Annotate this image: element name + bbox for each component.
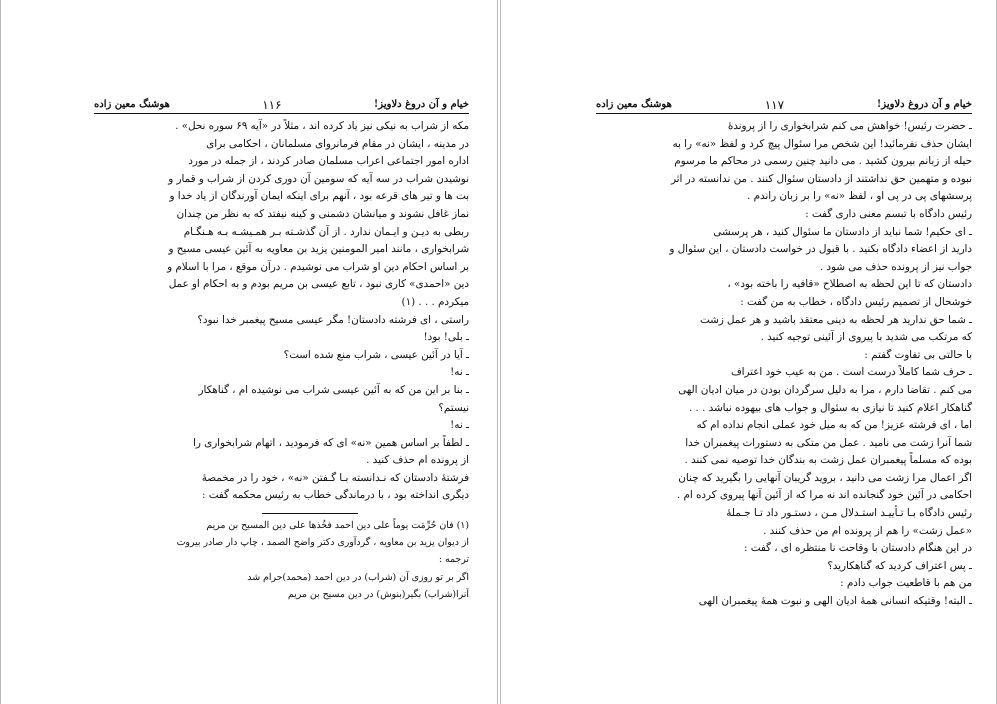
text-line: جواب نیز از پرونده حذف می شود . <box>819 260 972 273</box>
text-line: نماز غافل نشوند و میانشان دشمنی و کینه نیفتد که به نظر من چندان <box>176 207 469 220</box>
text-line: رئیس دادگاه بـا تـأییـد استـدلال مـن ، دستـور داد تـا جـملهٔ <box>726 507 972 520</box>
text-line: در مدینه ، ایشان در مقام فرمانروای مسلمانان ، احکامی برای <box>206 137 469 150</box>
text-line: میکردم . . . (۱) <box>401 295 469 308</box>
text-line: رئیس دادگاه با تبسم معنی داری گفت : <box>805 207 972 220</box>
text-line: شرابخواری ، مانند امیر المومنین یزید بن معاویه به آئین عیسی مسیح و <box>168 243 469 256</box>
footnotes <box>94 517 469 603</box>
text-line: ـ بنا بر این من که به آئین عیسی شراب می نوشیده ام ، گناهکار <box>198 383 469 396</box>
text-line: نوشیدن شراب در سه آیه که سومین آن دوری کردن از شراب و قمار و <box>168 172 469 185</box>
text-line: خوشحال از تصمیم رئیس دادگاه ، خطاب به من گفت : <box>740 295 972 308</box>
text-line: دین «احمدی» کاری نبود ، تابع عیسی بن مریم بودم و به احکام او عمل <box>168 278 469 291</box>
text-line: اداره امور اجتماعی اعراب مسلمان صادر کردند ، از جمله در مورد <box>188 155 469 168</box>
footnote-line: از دیوان یزید بن معاویه ، گردآوری دکتر واضح الصمد ، چاپ دار صادر بیروت <box>176 537 469 549</box>
page-body-text <box>596 118 972 611</box>
text-line: حیله از زبانم بیرون کشید . می دانید چنین رسمی در محاکم ما مرسوم <box>674 155 972 168</box>
footnote-line: اگر بر تو روزی آن (شراب) در دین احمد (محمد)حرام شد <box>247 571 469 583</box>
text-line: نیستم؟ <box>438 401 469 414</box>
text-line: می کنم . تقاضا دارم ، مرا به دلیل سرگردان بودن در میان ادیان الهی <box>678 383 972 396</box>
page-body-text <box>94 118 469 505</box>
text-line: بت ها و تیر های قرعه بود ، آنهم برای اینکه ایمان آورندگان از یاد خدا و <box>169 190 469 203</box>
text-line: دیگری انداخته بود ، با درماندگی خطاب به رئیس محکمه گفت : <box>201 489 469 502</box>
text-line: اگر اعمال مرا زشت می دانید ، بروید گریبان آنهایی را بگیرید که چنان <box>678 471 972 484</box>
page-117 <box>500 0 997 704</box>
text-line: دارید از اعضاء دادگاه بکنید . با قبول در خواست دادستان ، این سئوال و <box>669 243 972 256</box>
header-book-title: خیام و آن دروغ دلاویز! <box>876 98 972 110</box>
text-line: گناهکار اعلام کنید تا نیازی به سئوال و جواب های بیهوده نباشد . . . <box>689 401 972 414</box>
text-line: ـ پس اعتراف کردید که گناهکارید؟ <box>827 559 972 572</box>
text-line: ـ ای حکیم! شما نباید از دادستان ما سئوال کنید ، هر پرسشی <box>713 225 972 238</box>
text-line: ـ بلی! بود! <box>423 331 469 344</box>
text-line: ـ البته! وقتیکه انسانی همهٔ ادیان الهی و نبوت همهٔ پیغمبران الهی <box>698 595 972 608</box>
text-line: نبوده و متهمین حق نداشتند از دادستان سئوال کنند . من ندانسته در اثر <box>670 172 972 185</box>
text-line: از پرونده ام حذف کنید . <box>366 454 469 467</box>
text-line: ـ لطفاً بر اساس همین «نه» ای که فرمودید ، اتهام شرابخواری را <box>193 436 469 449</box>
header-author: هوشنگ معین زاده <box>596 98 672 110</box>
gutter-line-left <box>497 0 498 704</box>
footnote-separator <box>262 513 358 514</box>
header-book-title: خیام و آن دروغ دلاویز! <box>373 98 469 110</box>
running-header <box>94 96 469 114</box>
text-line: ـ نه! <box>450 419 469 432</box>
text-line: پرسشهای پی در پی او ، لفظ «نه» را بر زبان راندم . <box>747 190 972 203</box>
text-line: در این هنگام دادستان با وقاحت نا منتظره ای ، گفت : <box>743 542 972 555</box>
text-line: اما ، ای فرشته عزیز! من که به میل خود عملی انجام نداده ام که <box>696 419 972 432</box>
header-page-number: ۱۱۶ <box>262 97 282 112</box>
text-line: شما آنرا زشت می نامید . عمل من متکی به دستورات پیغمبران خدا <box>685 436 972 449</box>
page-116 <box>0 0 497 704</box>
text-line: راستی ، ای فرشته دادستان! مگر عیسی مسیح پیغمبر خدا نبود؟ <box>197 313 469 326</box>
header-author: هوشنگ معین زاده <box>94 98 170 110</box>
text-line: بوده که مسلماً پیغمبران عمل زشت به بندگان خدا توصیه نمی کنند . <box>684 454 972 467</box>
running-header <box>596 96 972 114</box>
text-line: که مرتکب می شدید با پیروی از آئینی توجیه کنید . <box>760 331 972 344</box>
text-line: دادستان که تا این لحظه به اصطلاح «قافیه را باخته بود» ، <box>727 278 972 291</box>
text-line: ایشان حذف نفرمائید! این شخص مرا سئوال پیچ کرد و لفظ «نه» را به <box>672 137 972 150</box>
text-line: ربطی به دیـن و ایـمان ندارد . از آن گذشـته بـر همـیشـه بـه هـنگـام <box>183 225 469 238</box>
footnote-line: (۱) فان حُرِّمَت یوماً علی دین احمد فخُذها علی دین المسیح بن مریم <box>206 520 469 531</box>
text-line: بر اساس احکام دین او شراب می نوشیدم . درآن موقع ، مرا با اسلام و <box>167 260 469 273</box>
header-page-number: ۱۱۷ <box>764 97 785 112</box>
text-line: ـ حضرت رئیس! خواهش می کنم شرابخواری را از پروندهٔ <box>727 120 972 132</box>
text-line: «عمل زشت» را هم از پرونده ام من حذف کنند . <box>763 524 972 537</box>
footnote-line: آنرا(شراب) بگیر(بنوش) در دین مسیح بن مریم <box>287 588 469 600</box>
text-line: من هم با قاطعیت جواب دادم : <box>840 577 972 590</box>
text-line: مکه از شراب به نیکی نیز یاد کرده اند ، مثلاً در «آیه ۶۹ سوره نحل» . <box>175 120 469 132</box>
text-line: با حالتی بی تفاوت گفتم : <box>864 348 972 361</box>
text-line: احکامی در آئین خود گنجانده اند نه مرا که از آئین آنها پیروی کرده ام . <box>676 489 972 502</box>
text-line: ـ حرف شما کاملاً درست است . من به عیب خود اعتراف <box>730 366 972 379</box>
text-line: فرشتهٔ دادستان که نـدانسته بـا گـفتن «نه» ، خود را در مخمصهٔ <box>201 471 469 484</box>
text-line: ـ نه! <box>450 366 469 379</box>
text-line: ـ آیا در آئین عیسی ، شراب منع شده است؟ <box>283 348 469 361</box>
footnote-line: ترجمه : <box>438 554 469 566</box>
text-line: ـ شما حق ندارید هر لحظه به دینی معتقد باشید و هر عمل زشت <box>699 313 972 326</box>
